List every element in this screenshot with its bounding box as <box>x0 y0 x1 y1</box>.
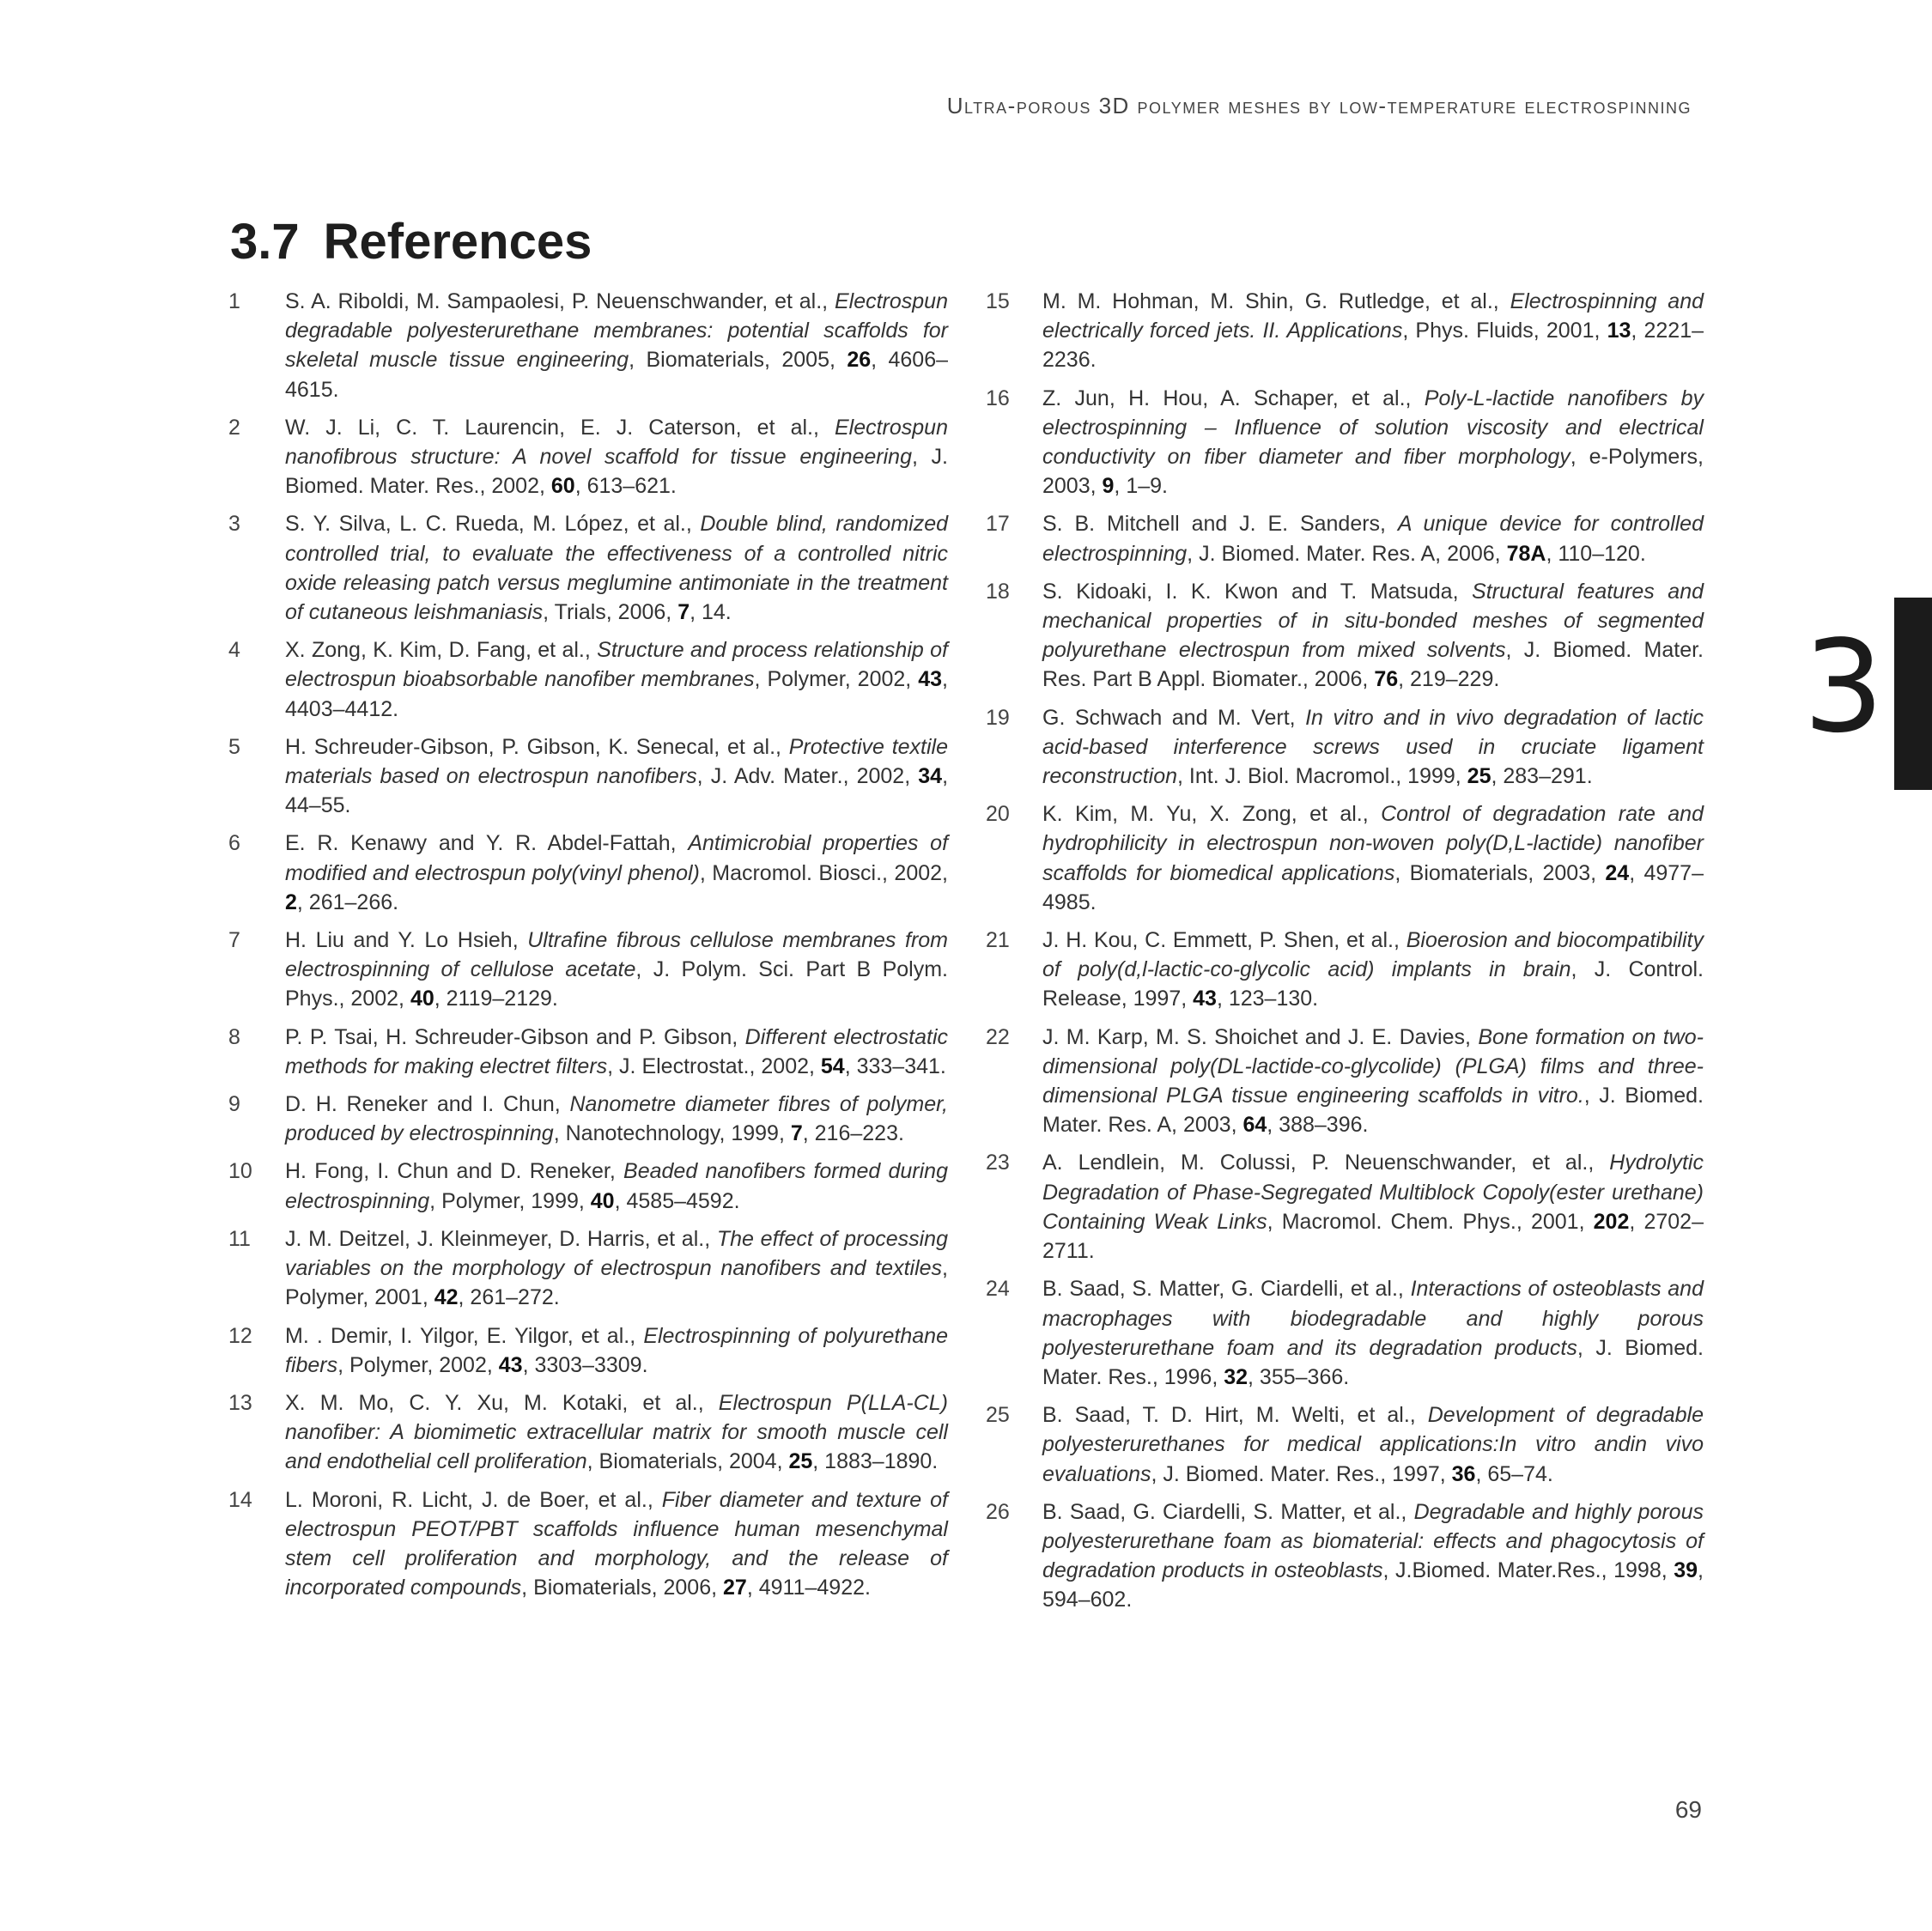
reference-pages: , 44–55. <box>285 764 949 818</box>
reference-authors: H. Liu and Y. Lo Hsieh, <box>285 928 528 953</box>
reference-title: In vitro and in vivo degradation of lactic acid-based interference screws used in cruciate ligament reconstruction <box>1042 705 1704 789</box>
reference-volume: 40 <box>590 1188 615 1213</box>
reference-text <box>1042 509 1704 568</box>
reference-pages: , 283–291. <box>1491 764 1593 789</box>
reference-pages: , 3303–3309. <box>522 1352 648 1377</box>
reference-authors: S. B. Mitchell and J. E. Sanders, <box>1042 512 1398 537</box>
reference-volume: 64 <box>1242 1113 1267 1138</box>
reference-number: 2 <box>228 415 240 440</box>
reference-title: Nanometre diameter fibres of polymer, produced by electrospinning <box>285 1092 948 1146</box>
reference-pages: , 2702–2711. <box>1042 1209 1704 1264</box>
reference-journal: , Biomaterials, 2003, <box>1394 860 1606 885</box>
reference-title: Bone formation on two-dimensional poly(DL-lactide-co-glycolide) (PLGA) films and three-dimensional PLGA tissue engineering scaffolds in vitro. <box>1042 1024 1704 1108</box>
reference-pages: , 219–229. <box>1398 667 1500 692</box>
reference-volume: 25 <box>788 1449 813 1474</box>
reference-authors: P. P. Tsai, H. Schreuder-Gibson and P. Gibson, <box>285 1024 745 1049</box>
reference-journal: , Macromol. Chem. Phys., 2001, <box>1267 1209 1594 1234</box>
section-number: 3.7 <box>230 214 300 270</box>
reference-pages: , 110–120. <box>1546 541 1646 566</box>
reference-item <box>228 509 948 627</box>
reference-authors: H. Fong, I. Chun and D. Reneker, <box>285 1159 624 1184</box>
reference-item <box>228 1485 948 1603</box>
reference-authors: S. Y. Silva, L. C. Rueda, M. López, et al., <box>285 512 701 537</box>
reference-item <box>986 703 1704 792</box>
reference-journal: , Polymer, 2002, <box>754 667 919 692</box>
reference-pages: , 1883–1890. <box>812 1449 939 1474</box>
reference-journal: , J. Adv. Mater., 2002, <box>696 764 919 789</box>
reference-title: Electrospinning of polyurethane fibers <box>285 1323 948 1377</box>
reference-text <box>1042 1148 1704 1266</box>
reference-number: 26 <box>986 1499 1010 1524</box>
reference-authors: J. M. Deitzel, J. Kleinmeyer, D. Harris, et al., <box>285 1226 717 1251</box>
reference-number: 19 <box>986 705 1010 730</box>
reference-journal: , J. Biomed. Mater. Res. A, 2003, <box>1042 1084 1704 1138</box>
reference-volume: 54 <box>820 1054 845 1078</box>
reference-title: Protective textile materials based on electrospun nanofibers <box>285 734 948 789</box>
reference-volume: 32 <box>1224 1364 1249 1389</box>
reference-authors: J. M. Karp, M. S. Shoichet and J. E. Davies, <box>1042 1024 1479 1049</box>
reference-authors: K. Kim, M. Yu, X. Zong, et al., <box>1042 802 1382 827</box>
reference-title: Bioerosion and biocompatibility of poly(d,l-lactic-co-glycolic acid) implants in brain <box>1042 928 1704 982</box>
reference-journal: , J. Biomed. Mater. Res., 1997, <box>1151 1461 1452 1486</box>
reference-journal: , J.Biomed. Mater.Res., 1998, <box>1382 1558 1674 1583</box>
reference-title: Electrospun P(LLA-CL) nanofiber: A biomimetic extracellular matrix for smooth muscle cell and endothelial cell proliferation <box>285 1390 948 1474</box>
reference-number: 3 <box>228 512 240 537</box>
reference-title: Fiber diameter and texture of electrospun PEOT/PBT scaffolds influence human mesenchymal stem cell proliferation and morphology, and the release of incorporated compounds <box>285 1487 948 1600</box>
reference-item <box>228 413 948 501</box>
reference-item <box>986 509 1704 568</box>
reference-authors: L. Moroni, R. Licht, J. de Boer, et al., <box>285 1487 662 1512</box>
reference-authors: H. Schreuder-Gibson, P. Gibson, K. Senecal, et al., <box>285 734 789 759</box>
reference-item <box>228 1023 948 1081</box>
reference-volume: 9 <box>1102 474 1115 499</box>
reference-authors: X. M. Mo, C. Y. Xu, M. Kotaki, et al., <box>285 1390 719 1415</box>
reference-volume: 7 <box>677 600 690 625</box>
reference-item <box>986 577 1704 695</box>
reference-number: 4 <box>228 638 240 663</box>
reference-volume: 60 <box>550 474 575 499</box>
reference-journal: , Phys. Fluids, 2001, <box>1402 319 1607 343</box>
reference-text <box>285 1023 948 1081</box>
reference-pages: , 2221–2236. <box>1042 319 1704 373</box>
reference-authors: Z. Jun, H. Hou, A. Schaper, et al., <box>1042 386 1425 410</box>
reference-journal: , Macromol. Biosci., 2002, <box>699 860 948 885</box>
reference-authors: B. Saad, S. Matter, G. Ciardelli, et al., <box>1042 1277 1411 1302</box>
reference-item <box>986 287 1704 375</box>
reference-pages: , 355–366. <box>1248 1364 1350 1389</box>
reference-number: 18 <box>986 579 1010 604</box>
reference-number: 14 <box>228 1487 252 1512</box>
reference-authors: A. Lendlein, M. Colussi, P. Neuenschwander, et al., <box>1042 1151 1610 1175</box>
reference-title: Interactions of osteoblasts and macrophages with biodegradable and highly porous polyesterurethane foam and its degradation products <box>1042 1277 1704 1360</box>
reference-volume: 43 <box>1193 987 1217 1011</box>
reference-pages: , 388–396. <box>1267 1113 1369 1138</box>
reference-text <box>285 1157 948 1215</box>
reference-number: 13 <box>228 1390 252 1415</box>
reference-volume: 26 <box>847 348 872 373</box>
reference-pages: , 261–266. <box>296 890 399 914</box>
reference-item <box>228 1157 948 1215</box>
reference-journal: , Polymer, 2001, <box>285 1256 948 1310</box>
reference-journal: , J. Biomed. Mater. Res., 2002, <box>285 445 948 499</box>
reference-journal: , J. Biomed. Mater. Res. A, 2006, <box>1187 541 1507 566</box>
reference-number: 12 <box>228 1323 252 1348</box>
reference-text <box>1042 1400 1704 1489</box>
reference-title: Control of degradation rate and hydrophilicity in electrospun non-woven poly(D,L-lactide) nanofiber scaffolds for biomedical applications <box>1042 802 1704 885</box>
reference-title: Degradable and highly porous polyesterurethane foam as biomaterial: effects and phagocytosis of degradation products in osteoblasts <box>1042 1499 1704 1583</box>
reference-title: A unique device for controlled electrospinning <box>1042 512 1704 566</box>
reference-authors: W. J. Li, C. T. Laurencin, E. J. Caterson, et al., <box>285 415 835 440</box>
reference-item <box>228 829 948 917</box>
reference-text <box>285 732 948 821</box>
references-column-right <box>986 287 1704 1624</box>
reference-text <box>285 926 948 1014</box>
reference-pages: , 65–74. <box>1475 1461 1553 1486</box>
reference-pages: , 4585–4592. <box>614 1188 740 1213</box>
reference-volume: 43 <box>918 667 943 692</box>
reference-volume: 27 <box>723 1576 747 1600</box>
reference-text <box>285 1321 948 1380</box>
reference-text <box>285 509 948 627</box>
reference-title: Structure and process relationship of electrospun bioabsorbable nanofiber membranes <box>285 638 948 692</box>
reference-number: 1 <box>228 289 240 313</box>
reference-item <box>986 1497 1704 1615</box>
chapter-number: 3 <box>1803 613 1885 761</box>
reference-item <box>986 1023 1704 1140</box>
reference-volume: 202 <box>1593 1209 1630 1234</box>
reference-text <box>285 635 948 724</box>
page-number: 69 <box>1674 1796 1702 1823</box>
reference-number: 10 <box>228 1159 252 1184</box>
reference-title: Double blind, randomized controlled trial, to evaluate the effectiveness of a controlled nitric oxide releasing patch versus meglumine antimoniate in the treatment of cutaneous leishmaniasis <box>285 512 949 625</box>
reference-title: Electrospinning and electrically forced jets. II. Applications <box>1042 289 1704 343</box>
reference-text <box>1042 703 1704 792</box>
reference-item <box>986 1274 1704 1392</box>
reference-pages: , 613–621. <box>574 474 677 499</box>
reference-item <box>228 1388 948 1477</box>
reference-number: 6 <box>228 831 240 856</box>
reference-number: 5 <box>228 734 240 759</box>
reference-volume: 13 <box>1607 319 1631 343</box>
reference-pages: , 4911–4922. <box>746 1576 871 1600</box>
reference-volume: 39 <box>1674 1558 1698 1583</box>
reference-journal: , J. Biomed. Mater. Res. Part B Appl. Biomater., 2006, <box>1042 638 1704 692</box>
reference-item <box>228 1090 948 1148</box>
reference-pages: , 261–272. <box>458 1285 560 1310</box>
reference-text <box>285 413 948 501</box>
reference-volume: 2 <box>285 890 297 914</box>
reference-item <box>228 635 948 724</box>
reference-title: Electrospun degradable polyesterurethane membranes: potential scaffolds for skeletal muscle tissue engineering <box>285 289 948 373</box>
reference-text <box>285 1388 948 1477</box>
reference-number: 7 <box>228 928 240 953</box>
reference-text <box>1042 926 1704 1014</box>
reference-volume: 78A <box>1506 541 1546 566</box>
reference-pages: , 594–602. <box>1042 1558 1704 1612</box>
reference-volume: 34 <box>918 764 943 789</box>
references-column-left <box>228 287 948 1611</box>
reference-text <box>1042 1023 1704 1140</box>
reference-authors: M. M. Hohman, M. Shin, G. Rutledge, et al., <box>1042 289 1510 313</box>
reference-title: Poly-L-lactide nanofibers by electrospinning – Influence of solution viscosity and electrical conductivity on fiber diameter and fiber morphology <box>1042 386 1704 470</box>
reference-number: 11 <box>228 1226 251 1251</box>
reference-journal: , J. Electrostat., 2002, <box>607 1054 821 1078</box>
reference-journal: , Nanotechnology, 1999, <box>553 1121 791 1146</box>
reference-authors: B. Saad, T. D. Hirt, M. Welti, et al., <box>1042 1403 1428 1428</box>
reference-number: 23 <box>986 1151 1010 1175</box>
reference-text <box>1042 1497 1704 1615</box>
section-title <box>230 213 592 270</box>
reference-item <box>986 1148 1704 1266</box>
reference-title: Antimicrobial properties of modified and electrospun poly(vinyl phenol) <box>285 831 949 885</box>
reference-text <box>1042 1274 1704 1392</box>
reference-text <box>285 287 948 404</box>
reference-item <box>986 1400 1704 1489</box>
reference-number: 17 <box>986 512 1010 537</box>
reference-journal: , Biomaterials, 2005, <box>629 348 848 373</box>
reference-text <box>1042 799 1704 917</box>
reference-number: 9 <box>228 1092 240 1117</box>
reference-pages: , 1–9. <box>1114 474 1168 499</box>
reference-volume: 40 <box>410 987 434 1011</box>
reference-title: Development of degradable polyesterurethanes for medical applications:In vitro andin vivo evaluations <box>1042 1403 1704 1486</box>
reference-journal: , e-Polymers, 2003, <box>1042 445 1704 499</box>
reference-number: 24 <box>986 1277 1010 1302</box>
reference-journal: , Polymer, 2002, <box>337 1352 499 1377</box>
reference-authors: S. A. Riboldi, M. Sampaolesi, P. Neuenschwander, et al., <box>285 289 835 313</box>
reference-volume: 25 <box>1467 764 1492 789</box>
reference-text <box>285 829 948 917</box>
reference-journal: , J. Biomed. Mater. Res., 1996, <box>1042 1335 1704 1389</box>
reference-title: Hydrolytic Degradation of Phase-Segregated Multiblock Copoly(ester urethane) Containing Weak Links <box>1042 1151 1704 1234</box>
reference-pages: , 333–341. <box>844 1054 946 1078</box>
reference-item <box>228 926 948 1014</box>
reference-number: 16 <box>986 386 1010 410</box>
reference-authors: E. R. Kenawy and Y. R. Abdel-Fattah, <box>285 831 689 856</box>
reference-pages: , 4403–4412. <box>285 667 948 721</box>
reference-pages: , 4977–4985. <box>1042 860 1704 914</box>
reference-number: 8 <box>228 1024 240 1049</box>
reference-journal: , Trials, 2006, <box>543 600 678 625</box>
reference-journal: , J. Control. Release, 1997, <box>1042 957 1704 1011</box>
reference-text <box>285 1090 948 1148</box>
reference-authors: X. Zong, K. Kim, D. Fang, et al., <box>285 638 598 663</box>
reference-authors: G. Schwach and M. Vert, <box>1042 705 1306 730</box>
reference-journal: , J. Polym. Sci. Part B Polym. Phys., 2002, <box>285 957 949 1011</box>
reference-number: 25 <box>986 1403 1010 1428</box>
section-heading: References <box>323 214 592 270</box>
reference-journal: , Biomaterials, 2006, <box>521 1576 724 1600</box>
reference-volume: 7 <box>790 1121 803 1146</box>
reference-pages: , 14. <box>690 600 732 625</box>
reference-text <box>1042 287 1704 375</box>
reference-volume: 42 <box>434 1285 459 1310</box>
reference-number: 20 <box>986 802 1010 827</box>
reference-title: Ultrafine fibrous cellulose membranes from electrospinning of cellulose acetate <box>285 928 948 982</box>
reference-volume: 43 <box>498 1352 523 1377</box>
reference-item <box>228 1321 948 1380</box>
reference-item <box>986 926 1704 1014</box>
reference-title: Electrospun nanofibrous structure: A novel scaffold for tissue engineering <box>285 415 948 470</box>
reference-authors: J. H. Kou, C. Emmett, P. Shen, et al., <box>1042 928 1406 953</box>
reference-text <box>285 1224 948 1313</box>
reference-number: 22 <box>986 1024 1010 1049</box>
reference-item <box>228 732 948 821</box>
reference-number: 15 <box>986 289 1010 313</box>
reference-item <box>228 1224 948 1313</box>
reference-title: Different electrostatic methods for making electret filters <box>285 1024 948 1078</box>
reference-authors: M. . Demir, I. Yilgor, E. Yilgor, et al., <box>285 1323 644 1348</box>
reference-authors: S. Kidoaki, I. K. Kwon and T. Matsuda, <box>1042 579 1473 604</box>
reference-authors: B. Saad, G. Ciardelli, S. Matter, et al., <box>1042 1499 1414 1524</box>
reference-text <box>1042 384 1704 501</box>
reference-text <box>285 1485 948 1603</box>
reference-volume: 76 <box>1374 667 1399 692</box>
running-header: Ultra-porous 3D polymer meshes by low-temperature electrospinning <box>946 93 1692 118</box>
reference-number: 21 <box>986 928 1010 953</box>
reference-volume: 24 <box>1605 860 1630 885</box>
reference-pages: , 123–130. <box>1216 987 1319 1011</box>
reference-item <box>228 287 948 404</box>
reference-pages: , 2119–2129. <box>434 987 558 1011</box>
reference-journal: , Biomaterials, 2004, <box>586 1449 789 1474</box>
reference-item <box>986 384 1704 501</box>
reference-pages: , 216–223. <box>802 1121 904 1146</box>
reference-pages: , 4606–4615. <box>285 348 949 402</box>
reference-title: Beaded nanofibers formed during electrospinning <box>285 1159 948 1213</box>
reference-journal: , Polymer, 1999, <box>429 1188 591 1213</box>
reference-text <box>1042 577 1704 695</box>
reference-authors: D. H. Reneker and I. Chun, <box>285 1092 570 1117</box>
reference-item <box>986 799 1704 917</box>
reference-journal: , Int. J. Biol. Macromol., 1999, <box>1177 764 1467 789</box>
reference-volume: 36 <box>1451 1461 1476 1486</box>
reference-title: The effect of processing variables on the morphology of electrospun nanofibers and textiles <box>285 1226 948 1281</box>
reference-title: Structural features and mechanical properties of in situ-bonded meshes of segmented polyurethane electrospun from mixed solvents <box>1042 579 1704 663</box>
chapter-tab <box>1894 598 1932 790</box>
